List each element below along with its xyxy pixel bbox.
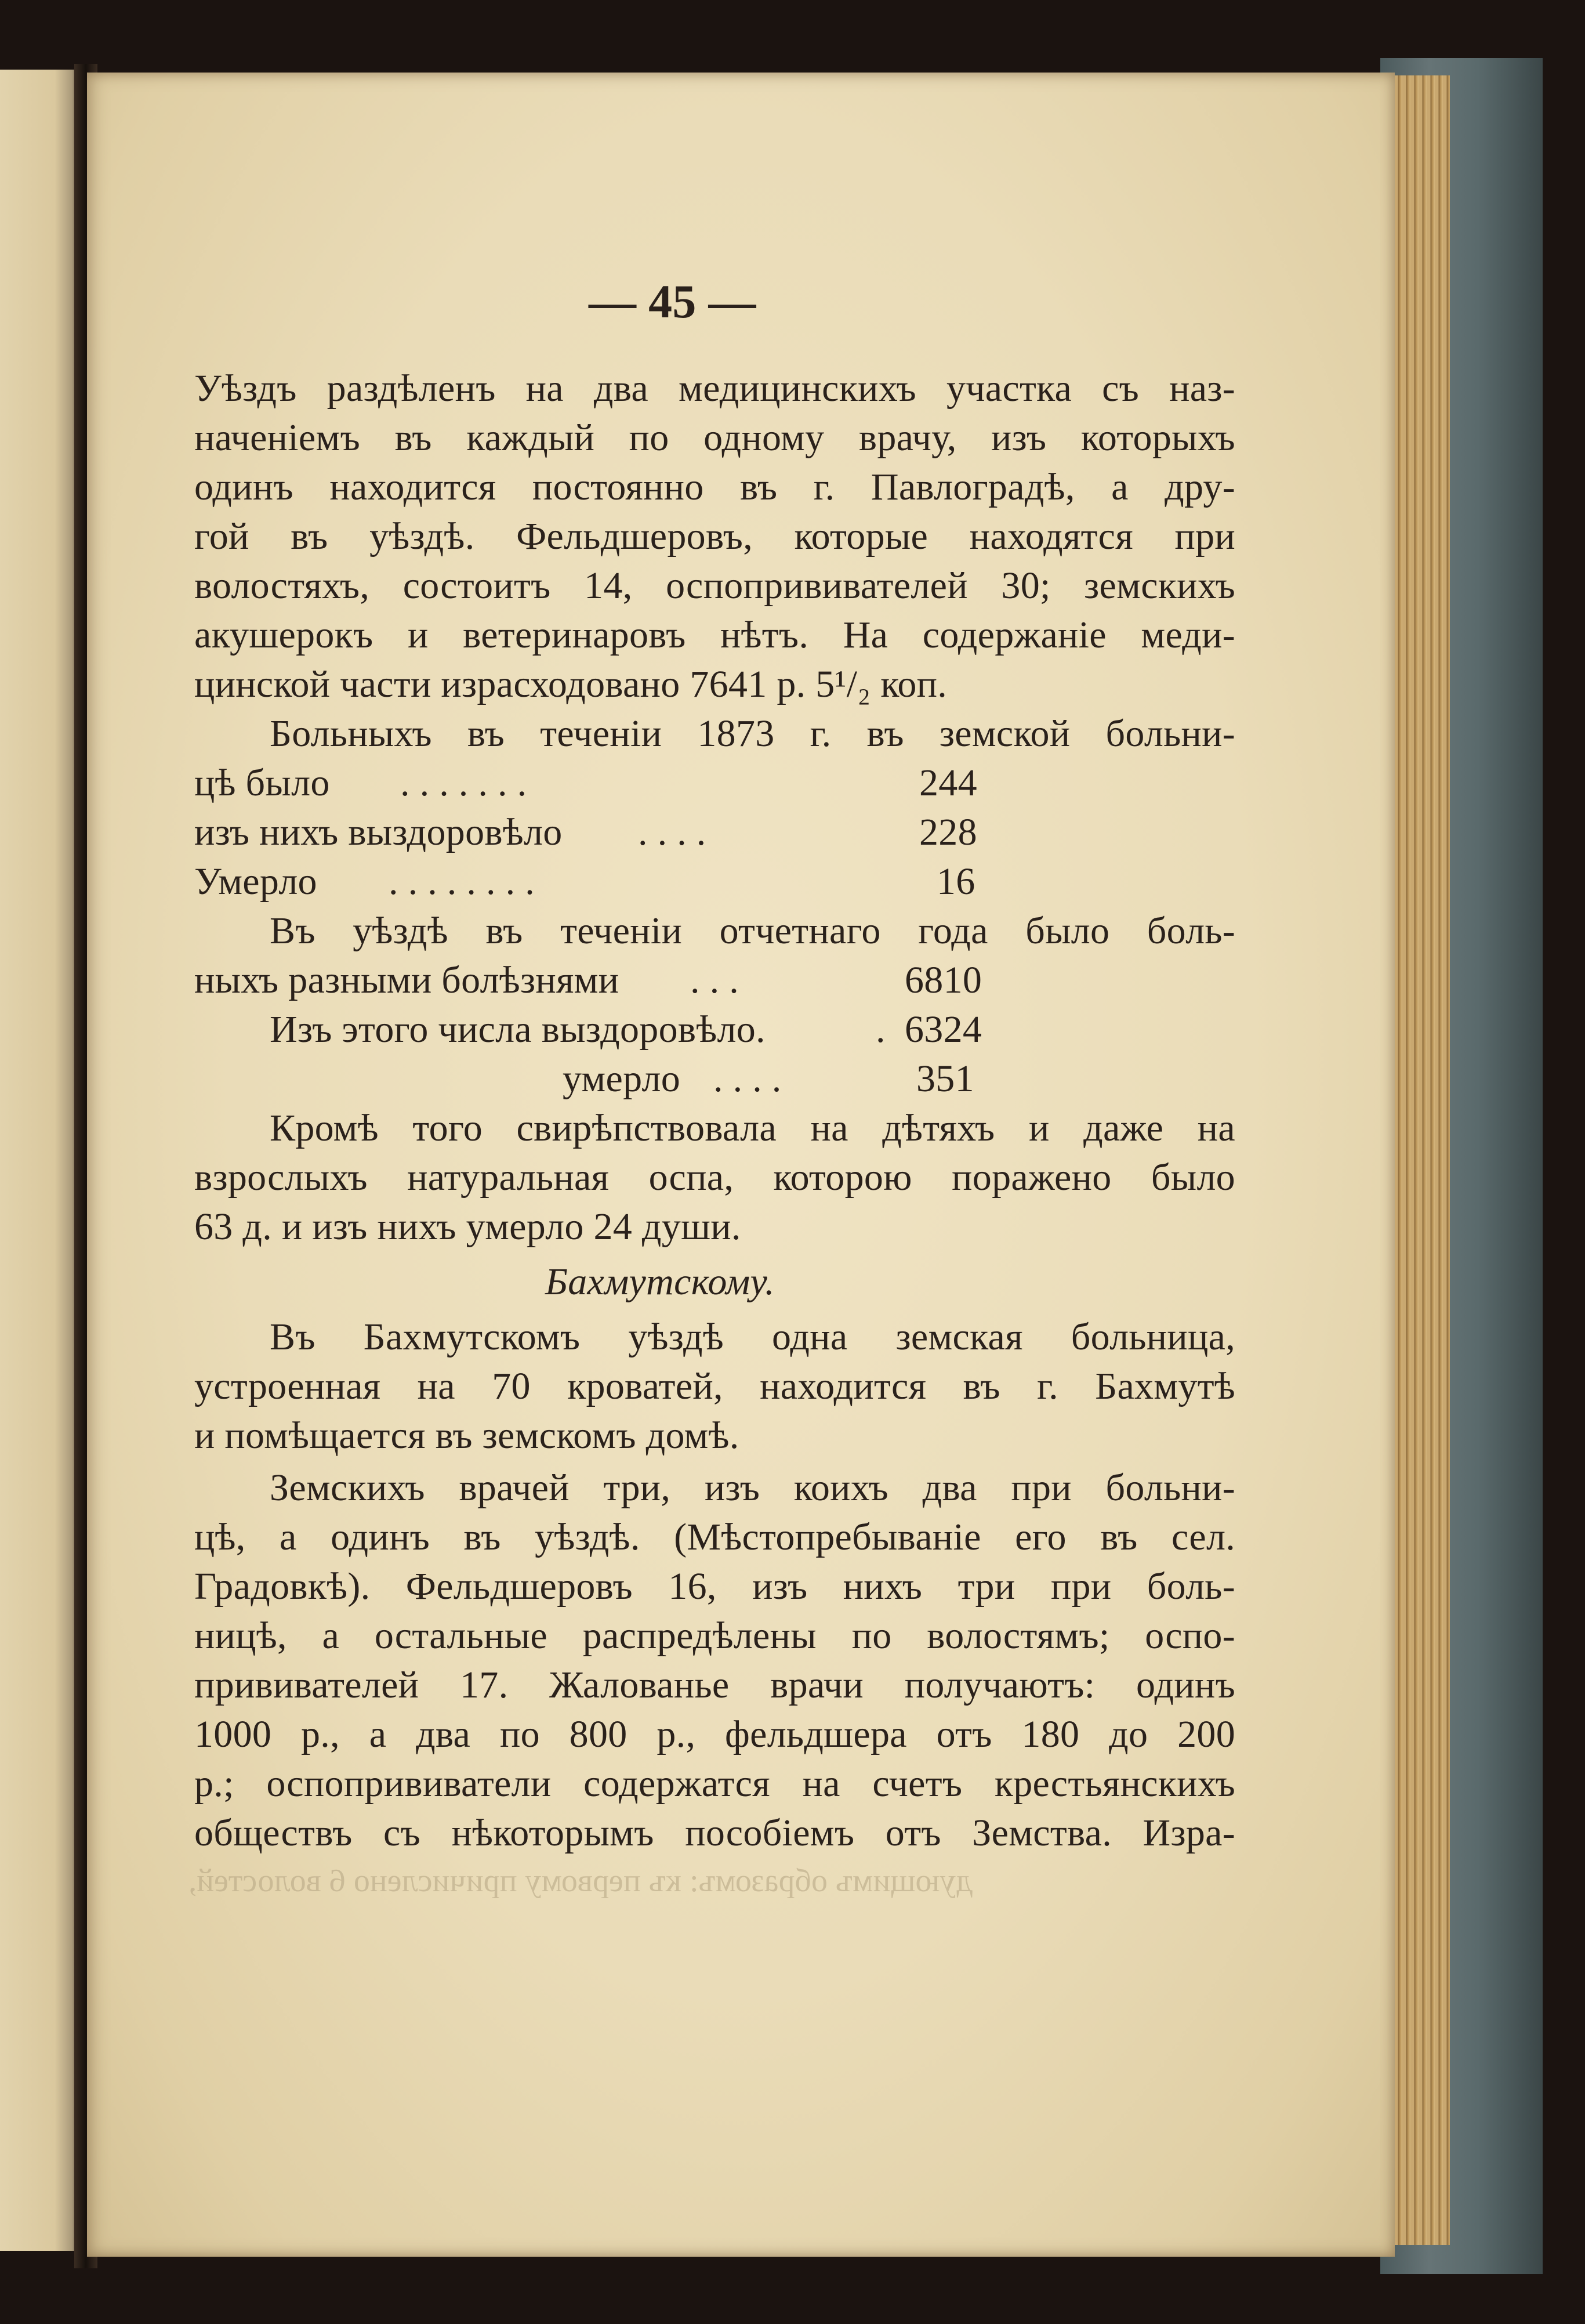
section-title: Бахмутскому. — [545, 1261, 775, 1303]
stat-label: Изъ этого числа выздоровѣло. — [270, 1008, 766, 1051]
text-line: цинской части израсходовано 7641 р. 5¹/₂ коп. — [194, 663, 948, 705]
text-line: гой въ уѣздѣ. Фельдшеровъ, которые находятся при — [194, 515, 1235, 558]
text-line: обществъ съ нѣкоторымъ пособіемъ отъ Земства. Изра- — [194, 1812, 1235, 1854]
stat-dots: . . . . . . . . — [389, 860, 535, 903]
text-line: Больныхъ въ теченіи 1873 г. въ земской больни- — [270, 712, 1235, 755]
stat-dots: . . . . . . . — [400, 762, 527, 804]
stat-dots: . — [876, 1008, 886, 1051]
stat-label: умерло — [563, 1058, 681, 1100]
stat-value: 6810 — [905, 959, 982, 1001]
facing-page-edge — [0, 70, 78, 2251]
text-line: Кромѣ того свирѣпствовала на дѣтяхъ и даже на — [270, 1107, 1235, 1149]
text-line: устроенная на 70 кроватей, находится въ г. Бахмутѣ — [194, 1365, 1235, 1407]
stat-value: 351 — [916, 1058, 974, 1100]
text-line: прививателей 17. Жалованье врачи получаютъ: одинъ — [194, 1664, 1235, 1706]
text-line: Земскихъ врачей три, изъ коихъ два при больни- — [270, 1467, 1235, 1509]
stat-value: 6324 — [905, 1008, 982, 1051]
text-line: волостяхъ, состоитъ 14, оспопрививателей 30; земскихъ — [194, 564, 1235, 607]
book-page — [87, 73, 1395, 2257]
stat-dots: . . . . — [638, 811, 706, 853]
page-edges — [1386, 75, 1450, 2245]
stat-dots: . . . . — [713, 1058, 782, 1100]
stat-dots: . . . — [690, 959, 739, 1001]
stat-label: ныхъ разными болѣзнями — [194, 959, 619, 1001]
stat-label: цѣ было — [194, 762, 330, 804]
page-number: — 45 — — [589, 275, 756, 328]
text-line: цѣ, а одинъ въ уѣздѣ. (Мѣстопребываніе его въ сел. — [194, 1516, 1235, 1558]
stat-label: Умерло — [194, 860, 317, 903]
stat-value: 228 — [919, 811, 977, 853]
text-line: взрослыхъ натуральная оспа, которою поражено было — [194, 1156, 1235, 1199]
text-line: наченіемъ въ каждый по одному врачу, изъ которыхъ — [194, 417, 1235, 459]
text-line: Въ уѣздѣ въ теченіи отчетнаго года было боль- — [270, 910, 1235, 952]
text-line: одинъ находится постоянно въ г. Павлоградѣ, а дру- — [194, 466, 1235, 508]
text-line: Градовкѣ). Фельдшеровъ 16, изъ нихъ три при боль- — [194, 1565, 1235, 1608]
bleed-through-text: дующимъ образомъ: къ первому причислено 6 волостей, — [188, 1863, 973, 1899]
stat-value: 16 — [937, 860, 975, 903]
text-line: Въ Бахмутскомъ уѣздѣ одна земская больница, — [270, 1316, 1235, 1358]
text-line: 63 д. и изъ нихъ умерло 24 души. — [194, 1206, 741, 1248]
text-line: и помѣщается въ земскомъ домѣ. — [194, 1414, 739, 1457]
text-line: 1000 р., а два по 800 р., фельдшера отъ 180 до 200 — [194, 1713, 1235, 1755]
stat-value: 244 — [919, 762, 977, 804]
text-line: р.; оспопрививатели содержатся на счетъ крестьянскихъ — [194, 1762, 1235, 1805]
text-line: ницѣ, а остальные распредѣлены по волостямъ; оспо- — [194, 1615, 1235, 1657]
stat-label: изъ нихъ выздоровѣло — [194, 811, 563, 853]
text-line: Уѣздъ раздѣленъ на два медицинскихъ участка съ наз- — [194, 367, 1235, 410]
text-line: акушерокъ и ветеринаровъ нѣтъ. На содержаніе меди- — [194, 614, 1235, 656]
